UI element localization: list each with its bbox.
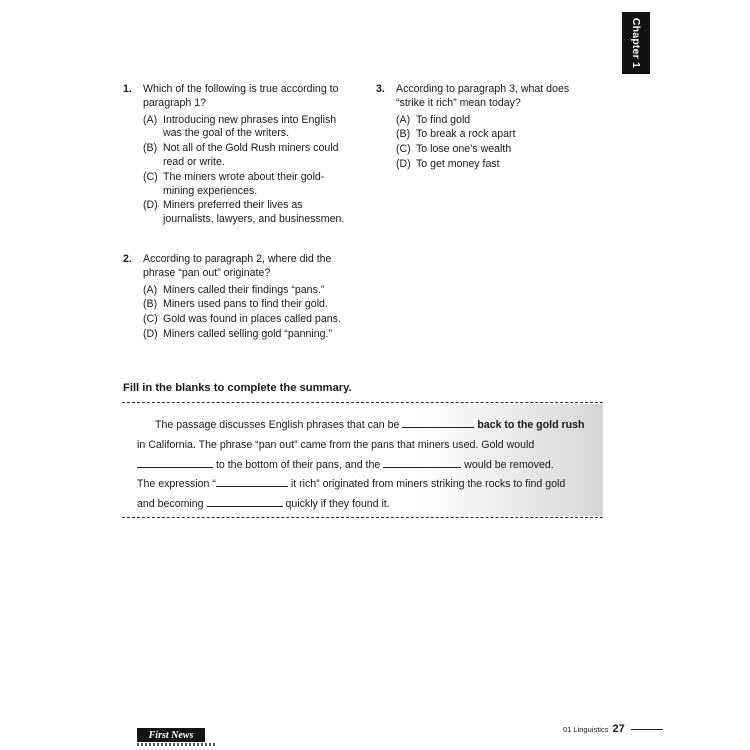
option-letter: (A) bbox=[143, 283, 158, 296]
option-letter: (A) bbox=[396, 113, 411, 126]
option-letter: (B) bbox=[143, 142, 158, 155]
option-text: To break a rock apart bbox=[416, 128, 516, 141]
divider bbox=[122, 402, 603, 403]
summary-text-7: it rich” originated from miners striking the rocks to find gold bbox=[290, 478, 566, 491]
option-d[interactable] bbox=[143, 199, 353, 227]
summary-heading: Fill in the blanks to complete the summary. bbox=[123, 382, 352, 394]
divider bbox=[122, 517, 603, 518]
option-d[interactable] bbox=[143, 328, 363, 342]
option-c[interactable] bbox=[396, 143, 591, 157]
blank-3[interactable] bbox=[383, 456, 461, 468]
question-number: 3. bbox=[376, 83, 385, 95]
option-text: Miners called their findings “pans.” bbox=[163, 283, 325, 296]
summary-text-2: back to the gold rush bbox=[477, 419, 585, 431]
blank-4[interactable] bbox=[216, 475, 288, 487]
option-b[interactable] bbox=[143, 142, 353, 170]
summary-line-1 bbox=[137, 416, 599, 436]
option-a[interactable] bbox=[143, 114, 353, 142]
summary-text-9: quickly if they found it. bbox=[285, 498, 390, 511]
option-a[interactable] bbox=[396, 114, 591, 128]
option-b[interactable] bbox=[143, 298, 363, 312]
option-letter: (D) bbox=[143, 327, 158, 340]
option-letter: (D) bbox=[143, 199, 158, 212]
question-3 bbox=[376, 83, 591, 173]
option-c[interactable] bbox=[143, 313, 363, 327]
option-text: To lose one’s wealth bbox=[416, 143, 512, 156]
chapter-tab-label: Chapter 1 bbox=[630, 17, 643, 69]
summary-text-6: The expression “ bbox=[137, 478, 216, 491]
question-text: According to paragraph 3, what does “strike it rich” mean today? bbox=[396, 83, 570, 109]
question-number: 2. bbox=[123, 253, 132, 265]
option-text: Gold was found in places called pans. bbox=[163, 313, 341, 326]
question-1 bbox=[123, 83, 353, 228]
chapter-tab bbox=[622, 12, 650, 74]
option-text: Miners used pans to find their gold. bbox=[163, 298, 328, 311]
option-list bbox=[143, 114, 353, 227]
option-letter: (B) bbox=[396, 128, 411, 141]
logo-text: First News bbox=[148, 729, 194, 741]
option-text: To get money fast bbox=[416, 157, 500, 170]
option-a[interactable] bbox=[143, 284, 363, 298]
summary-line-3 bbox=[137, 456, 599, 476]
option-c[interactable] bbox=[143, 171, 353, 199]
summary-text-5: would be removed. bbox=[464, 458, 554, 471]
option-text: Introducing new phrases into English was the goal of the writers. bbox=[163, 113, 337, 140]
summary-text-4: to the bottom of their pans, and the bbox=[215, 458, 381, 471]
option-letter: (C) bbox=[143, 170, 158, 183]
footer-chapter: 01 Linguistics bbox=[563, 725, 609, 734]
blank-5[interactable] bbox=[207, 495, 283, 507]
option-text: Not all of the Gold Rush miners could read or write. bbox=[163, 142, 339, 168]
question-2 bbox=[123, 253, 363, 343]
summary-line-4 bbox=[137, 475, 599, 495]
question-number: 1. bbox=[123, 83, 132, 95]
summary-line-5 bbox=[137, 495, 599, 515]
option-letter: (C) bbox=[143, 313, 158, 326]
page-number: 27 bbox=[612, 723, 625, 735]
blank-2[interactable] bbox=[137, 456, 213, 468]
summary-text-3: in California. The phrase “pan out” came from the pans that miners used. Gold would bbox=[137, 438, 535, 451]
option-letter: (A) bbox=[143, 113, 158, 126]
option-text: Miners called selling gold “panning.” bbox=[163, 327, 333, 340]
page-footer bbox=[563, 723, 663, 735]
publisher-logo bbox=[137, 728, 205, 742]
option-list bbox=[396, 114, 591, 172]
option-list bbox=[143, 284, 363, 342]
option-text: The miners wrote about their gold-mining experiences. bbox=[163, 170, 325, 197]
question-text: Which of the following is true according to paragraph 1? bbox=[143, 83, 339, 109]
option-text: To find gold bbox=[416, 113, 471, 126]
summary-text-1: The passage discusses English phrases that can be bbox=[155, 419, 400, 431]
option-letter: (B) bbox=[143, 298, 158, 311]
option-text: Miners preferred their lives as journalists, lawyers, and businessmen. bbox=[163, 199, 345, 226]
option-letter: (C) bbox=[396, 143, 411, 156]
blank-1[interactable] bbox=[402, 416, 474, 428]
option-d[interactable] bbox=[396, 158, 591, 172]
summary-line-2 bbox=[137, 436, 599, 456]
question-text: According to paragraph 2, where did the phrase “pan out” originate? bbox=[143, 253, 332, 279]
summary-paragraph bbox=[137, 416, 599, 515]
logo-underline bbox=[137, 743, 217, 746]
option-b[interactable] bbox=[396, 128, 591, 142]
summary-text-8: and becoming bbox=[137, 498, 204, 511]
footer-rule bbox=[631, 729, 663, 730]
option-letter: (D) bbox=[396, 157, 411, 170]
